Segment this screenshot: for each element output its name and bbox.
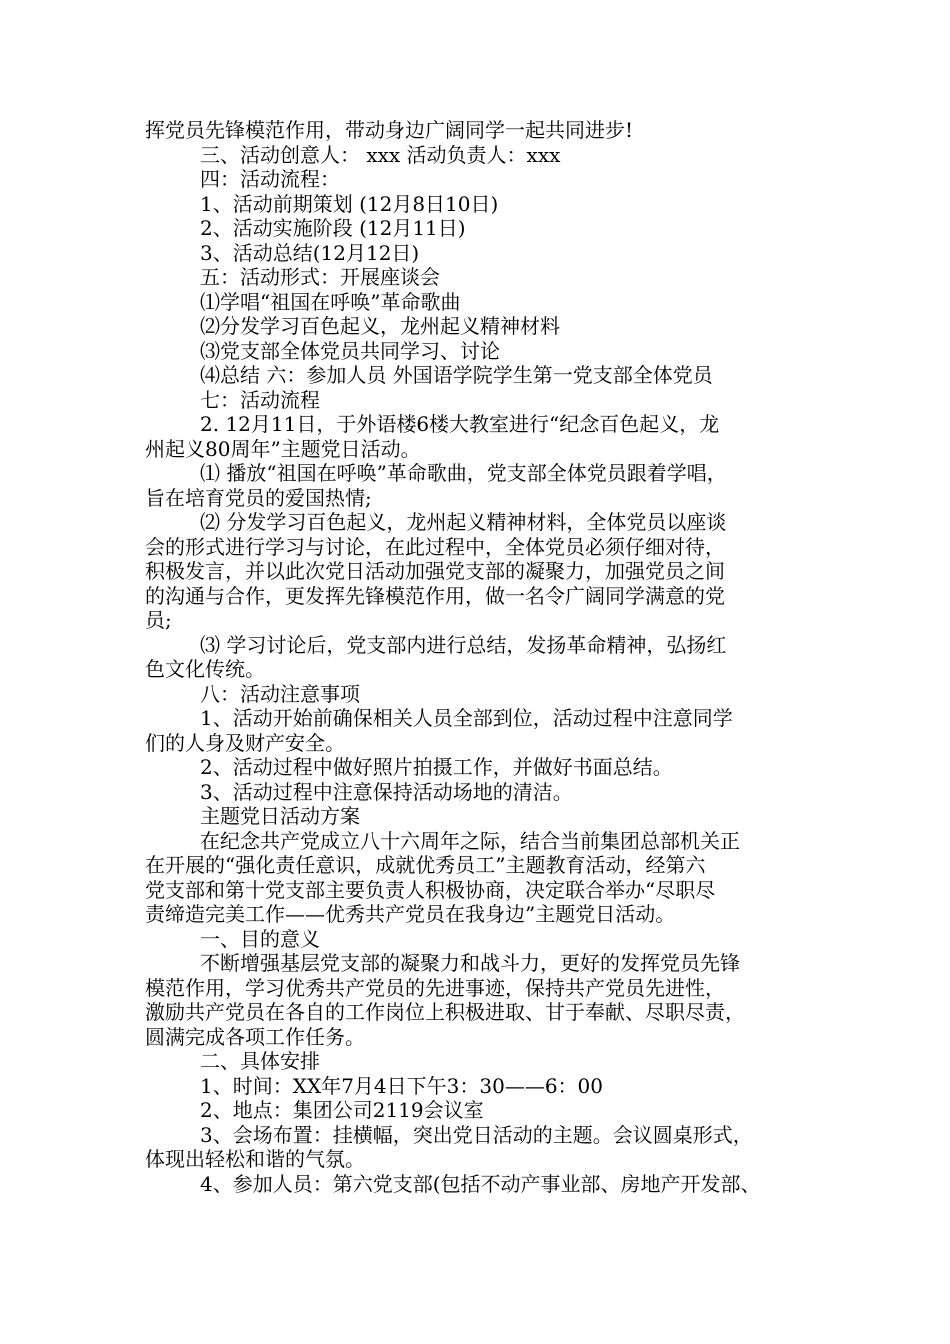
text-line: 1、时间：XX年7月4日下午3：30——6：00 (200, 1073, 603, 1098)
text-line: 在开展的“强化责任意识，成就优秀员工”主题教育活动，经第六 (145, 853, 706, 877)
section-heading: 八：活动注意事项 (200, 681, 360, 706)
text-line: 1、活动开始前确保相关人员全部到位，活动过程中注意同学 (200, 706, 733, 730)
text-line: 四：活动流程： (200, 167, 340, 191)
text-line: 三、活动创意人： xxx 活动负责人：xxx (200, 142, 561, 167)
text-line: ⑵ 分发学习百色起义，龙州起义精神材料，全体党员以座谈 (200, 510, 727, 534)
text-line: 4、参加人员：第六党支部(包括不动产事业部、房地产开发部、 (200, 1171, 761, 1196)
text-line: 挥党员先锋模范作用，带动身边广阔同学一起共同进步! (145, 118, 634, 142)
text-line: 模范作用，学习优秀共产党员的先进事迹，保持共产党员先进性， (145, 975, 725, 1000)
text-line: 七：活动流程 (200, 387, 320, 412)
text-line: 3、活动过程中注意保持活动场地的清洁。 (200, 779, 573, 804)
text-line: 责缔造完美工作——优秀共产党员在我身边”主题党日活动。 (145, 902, 676, 926)
text-line: 党支部和第十党支部主要负责人积极协商，决定联合举办“尽职尽 (145, 877, 716, 902)
text-line: 州起义80周年”主题党日活动。 (145, 436, 421, 461)
text-line: ⑴学唱“祖国在呼唤”革命歌曲 (200, 289, 461, 314)
text-line: 员; (145, 608, 172, 632)
text-line: 2、活动过程中做好照片拍摄工作，并做好书面总结。 (200, 755, 673, 779)
text-line: ⑶党支部全体党员共同学习、讨论 (200, 338, 500, 363)
text-line: 1、活动前期策划 (12月8日10日) (200, 191, 499, 216)
text-line: 五：活动形式：开展座谈会 (200, 265, 440, 289)
text-line: ⑷总结 六：参加人员 外国语学院学生第一党支部全体党员 (200, 363, 713, 387)
text-line: 3、会场布置：挂横幅，突出党日活动的主题。会议圆桌形式， (200, 1122, 753, 1147)
text-line: 色文化传统。 (145, 657, 265, 681)
text-line: 3、活动总结(12月12日) (200, 240, 420, 265)
document-title: 主题党日活动方案 (200, 804, 360, 828)
text-line: 2、活动实施阶段 (12月11日) (200, 216, 466, 240)
text-line: 的沟通与合作，更发挥先锋模范作用，做一名令广阔同学满意的党 (145, 583, 725, 608)
text-line: 2. 12月11日，于外语楼6楼大教室进行“纪念百色起义，龙 (200, 412, 720, 436)
text-line: 旨在培育党员的爱国热情; (145, 485, 372, 510)
text-line: ⑵分发学习百色起义，龙州起义精神材料 (200, 314, 560, 338)
section-heading: 二、具体安排 (200, 1049, 320, 1073)
text-line: ⑶ 学习讨论后，党支部内进行总结，发扬革命精神，弘扬红 (200, 632, 727, 657)
text-line: 在纪念共产党成立八十六周年之际，结合当前集团总部机关正 (200, 828, 740, 853)
text-line: 会的形式进行学习与讨论，在此过程中，全体党员必须仔细对待， (145, 534, 725, 559)
text-line: ⑴ 播放“祖国在呼唤”革命歌曲，党支部全体党员跟着学唱， (200, 461, 727, 485)
text-line: 圆满完成各项工作任务。 (145, 1024, 365, 1049)
text-line: 们的人身及财产安全。 (145, 730, 345, 755)
text-line: 不断增强基层党支部的凝聚力和战斗力，更好的发挥党员先锋 (200, 951, 740, 975)
text-line: 积极发言，并以此次党日活动加强党支部的凝聚力，加强党员之间 (145, 559, 725, 583)
section-heading: 一、目的意义 (200, 926, 320, 951)
text-line: 2、地点：集团公司2119会议室 (200, 1098, 484, 1122)
text-line: 激励共产党员在各自的工作岗位上积极进取、甘于奉献、尽职尽责， (145, 1000, 745, 1024)
text-line: 体现出轻松和谐的气氛。 (145, 1147, 365, 1171)
